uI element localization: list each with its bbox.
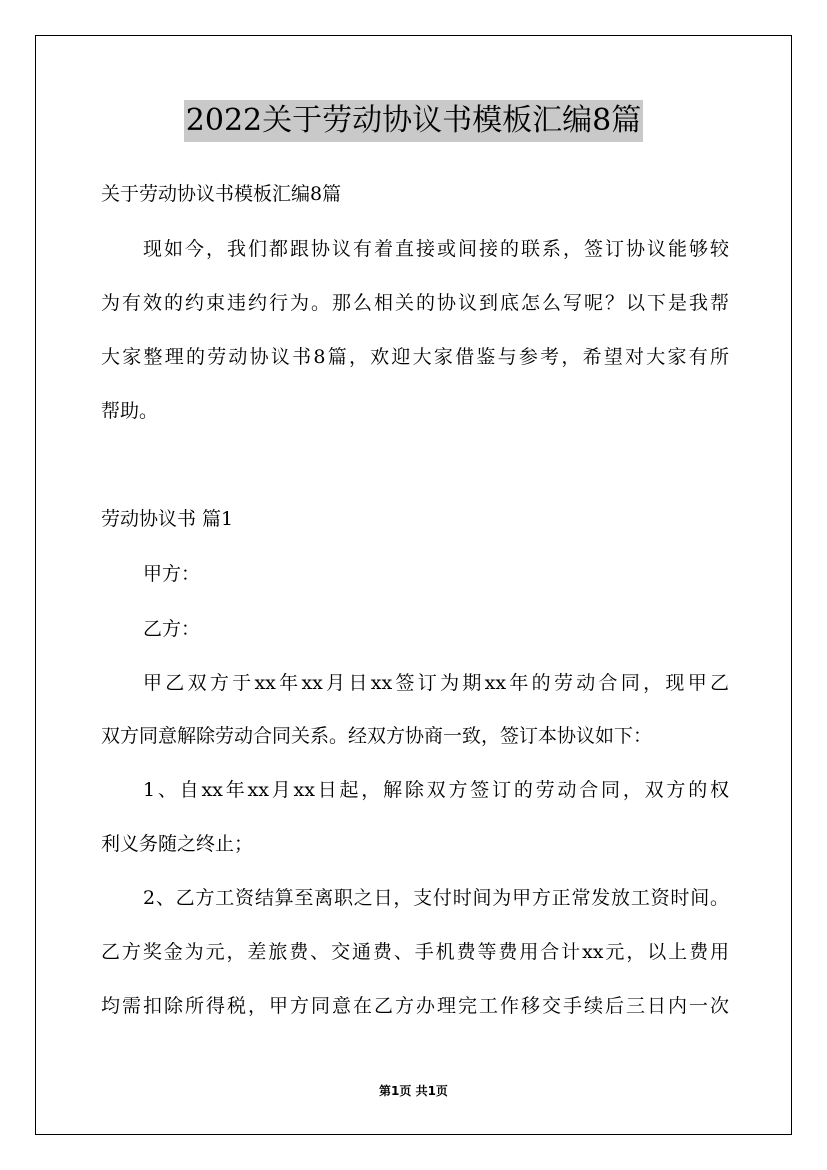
paragraph-line: 2、乙方工资结算至离职之日，支付时间为甲方正常发放工资时间。 <box>143 887 729 909</box>
paragraph-line: 1、自xx年xx月xx日起，解除双方签订的劳动合同，双方的权 <box>143 779 729 801</box>
party-b-line: 乙方： <box>143 618 201 640</box>
subtitle-line: 关于劳动协议书模板汇编8篇 <box>101 183 342 205</box>
page-footer <box>0 1083 827 1099</box>
paragraph-line: 帮助。 <box>101 400 159 422</box>
paragraph-line: 双方同意解除劳动合同关系。经双方协商一致，签订本协议如下： <box>101 725 653 747</box>
title-container <box>0 100 827 142</box>
paragraph-line: 乙方奖金为元，差旅费、交通费、手机费等费用合计xx元，以上费用 <box>101 941 729 963</box>
page-number-label: 第1页 共1页 <box>379 1084 448 1098</box>
paragraph-line: 为有效的约束违约行为。那么相关的协议到底怎么写呢？以下是我帮 <box>101 292 729 314</box>
document-title: 2022关于劳动协议书模板汇编8篇 <box>184 100 643 142</box>
paragraph-line: 大家整理的劳动协议书8篇，欢迎大家借鉴与参考，希望对大家有所 <box>101 346 729 368</box>
paragraph-line: 甲乙双方于xx年xx月日xx签订为期xx年的劳动合同，现甲乙 <box>143 672 729 694</box>
paragraph-line: 均需扣除所得税，甲方同意在乙方办理完工作移交手续后三日内一次 <box>101 995 729 1017</box>
section-heading: 劳动协议书 篇1 <box>101 508 234 530</box>
party-a-line: 甲方： <box>143 563 201 585</box>
paragraph-line: 利义务随之终止； <box>101 833 254 855</box>
paragraph-line: 现如今，我们都跟协议有着直接或间接的联系，签订协议能够较 <box>143 238 729 260</box>
